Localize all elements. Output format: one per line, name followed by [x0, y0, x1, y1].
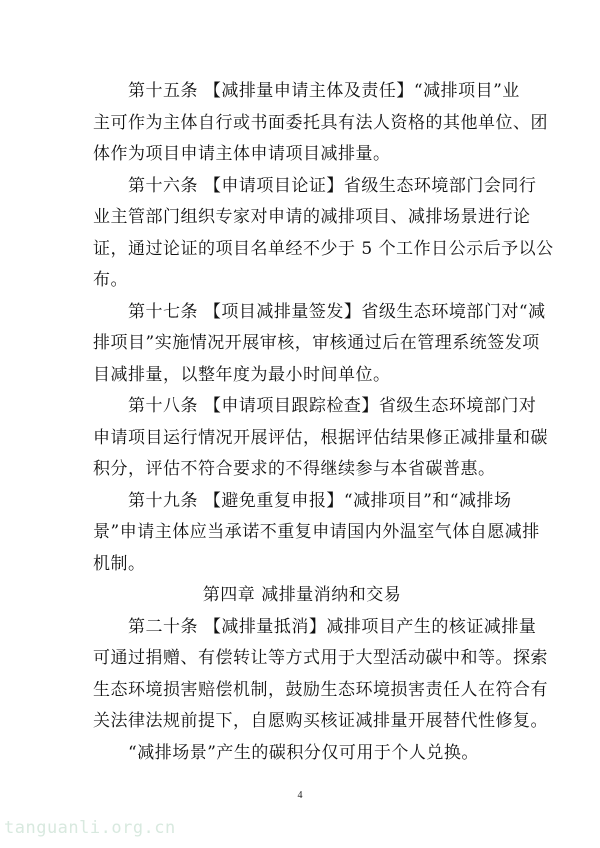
- article-17-line-2: 排项目”实施情况开展审核，审核通过后在管理系统签发项: [93, 333, 540, 353]
- article-20-line-3: 生态环境损害赔偿机制，鼓励生态环境损害责任人在符合有: [93, 680, 548, 700]
- article-15-line-3: 体作为项目申请主体申请项目减排量。: [93, 144, 391, 164]
- article-16-line-2: 业主管部门组织专家对申请的减排项目、减排场景进行论: [93, 207, 531, 227]
- article-20-line-4: 关法律法规前提下，自愿购买核证减排量开展替代性修复。: [93, 711, 548, 731]
- article-18-line-1: 第十八条 【申请项目跟踪检查】省级生态环境部门对: [93, 396, 537, 416]
- article-19-line-3: 机制。: [93, 554, 146, 574]
- article-15-line-2: 主可作为主体自行或书面委托具有法人资格的其他单位、团: [93, 113, 548, 133]
- article-17-line-3: 目减排量，以整年度为最小时间单位。: [93, 365, 391, 385]
- article-18-line-2: 申请项目运行情况开展评估，根据评估结果修正减排量和碳: [93, 428, 548, 448]
- article-16-line-3: 证，通过论证的项目名单经不少于 5 个工作日公示后予以公: [93, 239, 554, 259]
- article-20-line-5: “减排场景”产生的碳积分仅可用于个人兑换。: [93, 743, 479, 763]
- article-16-line-1: 第十六条 【申请项目论证】省级生态环境部门会同行: [93, 176, 537, 196]
- article-15-line-1: 第十五条 【减排量申请主体及责任】“减排项目”业: [93, 81, 520, 101]
- site-watermark: tanguanli.org.cn: [4, 818, 176, 838]
- article-17-line-1: 第十七条 【项目减排量签发】省级生态环境部门对“减: [93, 302, 546, 322]
- article-20-line-2: 可通过捐赠、有偿转让等方式用于大型活动碳中和等。探索: [93, 648, 548, 668]
- article-18-line-3: 积分，评估不符合要求的不得继续参与本省碳普惠。: [93, 459, 496, 479]
- article-19-line-1: 第十九条 【避免重复申报】“减排项目”和“减排场: [93, 491, 512, 511]
- page-number: 4: [297, 790, 303, 801]
- article-16-line-4: 布。: [93, 270, 128, 290]
- article-20-line-1: 第二十条 【减排量抵消】减排项目产生的核证减排量: [93, 617, 537, 637]
- article-19-line-2: 景”申请主体应当承诺不重复申请国内外温室气体自愿减排: [93, 522, 540, 542]
- chapter-4-heading: 第四章 减排量消纳和交易: [202, 585, 402, 605]
